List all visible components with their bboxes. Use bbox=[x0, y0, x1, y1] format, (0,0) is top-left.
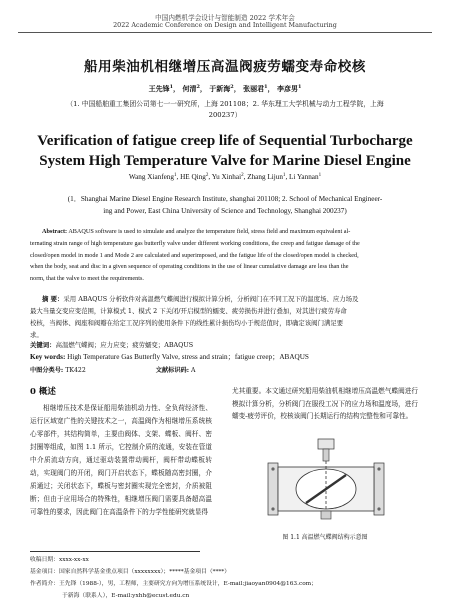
conference-header-en: 2022 Academic Conference on Design and Intelligent Manufacturing bbox=[113, 21, 337, 29]
author-affil-mark: 1 bbox=[169, 84, 174, 90]
author-affil-mark: 2 bbox=[230, 84, 234, 90]
author-affil-mark: 2 bbox=[205, 173, 209, 178]
footnote-funding: 基金项目：国家自然科学基金重点项目（xxxxxxxx）；*****基金项目（****） bbox=[30, 569, 231, 575]
abstract-en-line: norm, that the valve to meet the requirements. bbox=[30, 275, 144, 283]
keywords-en-label: Key words: bbox=[30, 353, 66, 361]
abstract-cn-line: 采用 ABAQUS 分析软件对高温燃气蝶阀进行模拟计算分析，分析阀门在不同工况下的温度场、应力场及 bbox=[63, 295, 359, 303]
author-name: Zhang Lijun bbox=[247, 173, 283, 181]
author-name: Li Yannan bbox=[289, 173, 319, 181]
affiliation-en-line: (1．Shanghai Marine Diesel Engine Research Institute, shanghai 201108; 2. School of Mechanical Engineer- bbox=[67, 195, 383, 203]
conference-header-cn: 中国内燃机学会设计与智能制造 2022 学术年会 bbox=[155, 14, 295, 22]
author-affil-mark: 1 bbox=[282, 173, 286, 178]
body-text-left-column: 相继增压技术是保证船用柴油机动力性、全负荷经济性、运行区域宽广性的关键技术之一，高温阀作为相继增压系统核心零部件，其结构简单，主要由阀体、支架、蝶板、阀杆、密封圈等组成，如图 1.1 所示，它控制介质的流通，安装在管道中介质流动方向，通过驱动装置带动阀杆，阀杆带动蝶板转动，实现阀门的开闭，阀门开启状态下，蝶板随高密封圈，介质通过；关闭状态下，蝶板与密封圈实现完全密封，介质被阻断；但由于应用场合的特殊性，相继增压阀门需要具备超高温可靠性的要求，因此阀门在高温条件下的力学性能研究就显得 bbox=[30, 404, 212, 516]
author-name: 李彦男 bbox=[276, 84, 298, 93]
abstract-cn-line: 校核，当阀体、阀座和阀瓣在给定工况序列的使用条件下的线性累计损伤均小于规范值时，即确定该阀门满足要 bbox=[30, 319, 344, 327]
paper-title-cn: 船用柴油机相继增压高温阀疲劳蠕变寿命校核 bbox=[84, 59, 366, 75]
author-affil-mark: 1 bbox=[174, 173, 177, 178]
abstract-cn-line: 最大当量交变应变范围，计算模式 1、模式 2 下关闭/开启模型的蠕变、疲劳损伤并进行叠加，对其进行疲劳寿命 bbox=[30, 307, 347, 315]
classification-line bbox=[30, 365, 195, 374]
abstract-en bbox=[30, 226, 420, 285]
author-name: Yu Xinhai bbox=[211, 173, 242, 181]
authors-cn: 王先锋$^1$， 何清$^2$， 于新海$^2$， 张丽君$^1$， 李彦男$^1$ bbox=[148, 84, 302, 93]
abstract-en-line: ABAQUS software is used to simulate and analyze the temperature field, stress field and maximum equivalent al- bbox=[68, 228, 351, 235]
affiliation-cn-line: （1. 中国船舶重工集团公司第七一一研究所，上海 201108；2. 华东理工大学机械与动力工程学院，上海 bbox=[66, 100, 384, 108]
keywords-en bbox=[30, 352, 309, 362]
abstract-en-line: closed/open model in mode 1 and Mode 2 are calculated and superimposed, and the fatigue life of the closed/open model is checked, bbox=[30, 251, 359, 259]
figure-caption: 图 1.1 高温燃气蝶阀结构示意图 bbox=[282, 534, 368, 541]
butterfly-valve-drawing-icon bbox=[262, 437, 390, 523]
affiliation-cn-line: 200237） bbox=[208, 111, 242, 119]
keywords-cn-text: 高温燃气蝶阀；应力应变；疲劳蠕变；ABAQUS bbox=[55, 341, 194, 349]
author-name: 王先锋 bbox=[148, 84, 170, 93]
author-affil-mark: 1 bbox=[264, 84, 268, 90]
abstract-cn-label: 摘 要： bbox=[42, 295, 64, 303]
clc-value: TK422 bbox=[65, 367, 86, 374]
abstract-en-line: ternating strain range of high temperature gas butterfly valve under different working conditions, the creep and fatigue damage of the bbox=[30, 239, 360, 247]
footnote-author-info: 作者简介：王先锋（1988-），男，工程师，主要研究方向为增压系统设计，E-mail:jiaoyan0904@163.com； bbox=[30, 581, 317, 587]
abstract-cn bbox=[30, 293, 420, 341]
footnote-rule bbox=[30, 551, 200, 552]
abstract-en-line: when the body, seat and disc in a given sequence of operating conditions in the use of linear cumulative damage are less than the bbox=[30, 263, 349, 271]
authors-en: Wang Xianfeng$^1$, HE Qing$^2$, Yu Xinhai$^2$, Zhang Lijun$^1$, Li Yannan$^1$ bbox=[128, 173, 322, 181]
author-name: HE Qing bbox=[180, 173, 206, 181]
abstract-en-label: Abstract: bbox=[42, 228, 68, 235]
clc-label: 中图分类号: bbox=[30, 367, 64, 374]
body-text-right-column: 尤其重要。本文通过研究船用柴油机相继增压高温燃气蝶阀进行模拟计算分析，分析阀门在服役工况下的应力场和温度场，进行蠕变-疲劳评价，校核该阀门长期运行的结构完整性和可靠性。 bbox=[232, 387, 418, 421]
keywords-en-text: High Temperature Gas Butterfly Valve, stress and strain；fatigue creep；ABAQUS bbox=[67, 353, 309, 361]
author-name: 张丽君 bbox=[243, 84, 265, 93]
abstract-cn-line: 求。 bbox=[30, 331, 43, 339]
section-heading: 0 概述 bbox=[30, 387, 56, 397]
paper-title-en-line: Verification of fatigue creep life of Sequential Turbocharge bbox=[37, 133, 413, 149]
affiliation-en-line: ing and Power, East China University of Science and Technology, Shanghai 200237) bbox=[103, 207, 347, 215]
doc-code-label: 文献标识码: bbox=[155, 367, 189, 374]
doc-code-value: A bbox=[190, 367, 196, 374]
author-affil-mark: 2 bbox=[196, 84, 200, 90]
footnote-received: 收稿日期：xxxx-xx-xx bbox=[30, 557, 89, 563]
author-affil-mark: 1 bbox=[318, 173, 322, 178]
author-name: Wang Xianfeng bbox=[128, 173, 174, 181]
header-rule bbox=[18, 32, 432, 33]
author-name: 何清 bbox=[182, 84, 197, 93]
author-affil-mark: 1 bbox=[297, 84, 302, 90]
keywords-cn bbox=[30, 340, 193, 349]
author-affil-mark: 2 bbox=[241, 173, 244, 178]
keywords-cn-label: 关键词： bbox=[30, 341, 56, 349]
paper-title-en-line: System High Temperature Valve for Marine Diesel Engine bbox=[39, 153, 411, 169]
author-name: 于新海 bbox=[209, 84, 231, 93]
footnote-corresponding: 于新海（联系人），E-mail:yxhh@ecust.edu.cn bbox=[62, 593, 190, 599]
